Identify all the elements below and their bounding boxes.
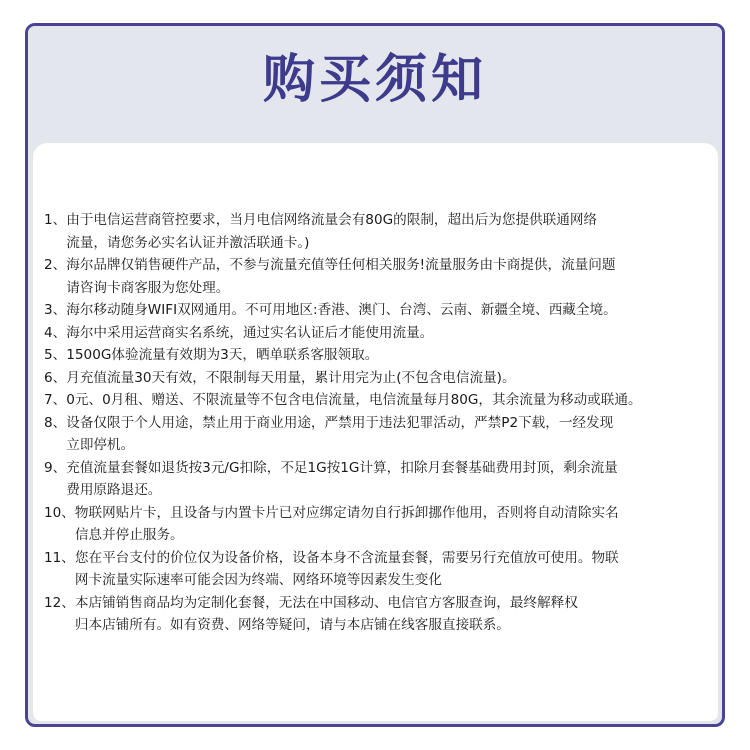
- notice-list: [44, 209, 714, 637]
- item-number: 9、: [44, 459, 67, 476]
- page-title: 购买须知: [262, 50, 487, 110]
- item-text: 由于电信运营商管控要求，当月电信网络流量会有80G的限制，超出后为您提供联通网络 流量，请您务必实名认证并激活联通卡。): [66, 212, 598, 251]
- item-number: 11、: [44, 549, 75, 566]
- notice-item-2: [44, 254, 714, 299]
- item-number: 2、: [44, 257, 67, 273]
- item-text: 1500G体验流量有效期为3天，晒单联系客服领取。: [66, 347, 379, 363]
- notice-item-1: [44, 209, 714, 254]
- notice-item-12: [44, 592, 714, 637]
- notice-item-5: [44, 344, 714, 367]
- item-text: 海尔移动随身WIFI双网通用。不可用地区:香港、澳门、台湾、云南、新疆全境、西藏全境。: [66, 302, 617, 318]
- item-number: 12、: [44, 594, 75, 611]
- item-number: 7、: [44, 392, 67, 408]
- item-text: 您在平台支付的价位仅为设备价格，设备本身不含流量套餐，需要另行充值放可使用。物联 网卡流量实际速率可能会因为终端、网络环境等因素发生变化: [74, 549, 619, 588]
- item-text: 0元、0月租、赠送、不限流量等不包含电信流量，电信流量每月80G，其余流量为移动或联通。: [66, 392, 642, 408]
- notice-card: [25, 23, 725, 727]
- item-number: 3、: [44, 302, 67, 318]
- notice-item-7: [44, 389, 714, 412]
- item-text: 物联网贴片卡，且设备与内置卡片已对应绑定请勿自行拆卸挪作他用，否则将自动清除实名 信息并停止服务。: [74, 504, 619, 543]
- notice-content-panel: [33, 143, 718, 721]
- notice-item-10: [44, 502, 714, 547]
- item-number: 10、: [44, 504, 75, 521]
- item-text: 本店铺销售商品均为定制化套餐，无法在中国移动、电信官方客服查询，最终解释权 归本店铺所有。如有资费、网络等疑问，请与本店铺在线客服直接联系。: [74, 594, 578, 633]
- item-text: 月充值流量30天有效，不限制每天用量，累计用完为止(不包含电信流量)。: [66, 369, 516, 386]
- notice-item-4: [44, 322, 714, 345]
- item-number: 6、: [44, 369, 67, 386]
- item-number: 1、: [44, 212, 67, 228]
- notice-item-8: [44, 412, 714, 457]
- item-text: 充值流量套餐如退货按3元/G扣除，不足1G按1G计算，扣除月套餐基础费用封顶，剩余流量 费用原路退还。: [66, 459, 618, 498]
- item-number: 4、: [44, 324, 67, 341]
- notice-item-11: [44, 547, 714, 592]
- item-text: 海尔品牌仅销售硬件产品，不参与流量充值等任何相关服务!流量服务由卡商提供，流量问题 请咨询卡商客服为您处理。: [66, 257, 616, 296]
- item-text: 海尔中采用运营商实名系统，通过实名认证后才能使用流量。: [66, 324, 434, 341]
- item-text: 设备仅限于个人用途，禁止用于商业用途，严禁用于违法犯罪活动，严禁P2下载，一经发现 立即停机。: [66, 414, 614, 453]
- item-number: 5、: [44, 347, 67, 363]
- notice-item-9: [44, 457, 714, 502]
- item-number: 8、: [44, 414, 67, 431]
- notice-item-3: [44, 299, 714, 322]
- header-band: [28, 26, 722, 143]
- notice-item-6: [44, 367, 714, 390]
